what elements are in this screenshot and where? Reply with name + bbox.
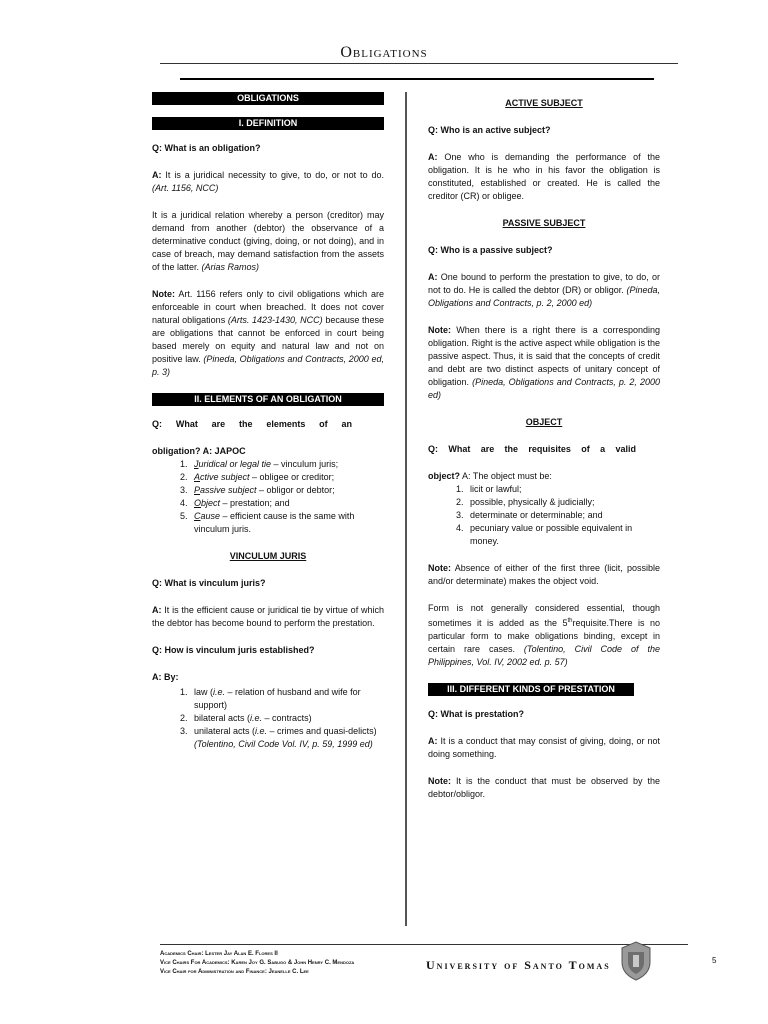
answer-obligation: A: It is a juridical necessity to give, to do, or not to do. (Art. 1156, NCC) xyxy=(152,170,384,193)
list-item: 1. licit or lawful; xyxy=(466,483,660,496)
list-item: 2. possible, physically & judicially; xyxy=(466,496,660,509)
list-item: 4. pecuniary value or possible equivalent in money. xyxy=(466,522,660,548)
footer-line-1: Academics Chair: Lester Jay Alan E. Flores II xyxy=(160,951,278,957)
form-paragraph: Form is not generally considered essential, though sometimes it is added as the 5threquisite.There is no particular form to make obligations binding, except in certain rare cases. (Tolentino, Civil Code of the Philippines, Vol. IV, 2002 ed. p. 57) xyxy=(428,603,660,667)
question-elements-cont: obligation? A: JAPOC xyxy=(152,446,246,456)
sources-list xyxy=(152,686,384,751)
requisites-list xyxy=(428,483,660,548)
note-object-void: Note: Absence of either of the first three (licit, possible and/or determinate) makes the object void. xyxy=(428,563,660,586)
question-vinculum: Q: What is vinculum juris? xyxy=(152,578,266,588)
section-bar-definition: I. DEFINITION xyxy=(152,117,384,130)
list-item: 2. Active subject – obligee or creditor; xyxy=(190,471,384,484)
list-item: 2. bilateral acts (i.e. – contracts) xyxy=(190,712,384,725)
university-seal-icon xyxy=(616,940,656,982)
footer-credits xyxy=(160,950,354,977)
left-column xyxy=(152,92,384,765)
answer-active-subject: A: One who is demanding the performance of the obligation. It is he who in his favor the obligation is constituted, established or created. He is called the creditor (CR) or obligee. xyxy=(428,152,660,201)
footer-university: University of Santo Tomas xyxy=(426,958,611,972)
list-item: 3. determinate or determinable; and xyxy=(466,509,660,522)
note-civil-obligations: Note: Art. 1156 refers only to civil obligations which are enforceable in court when breached. It does not cover natural obligations (Arts. 1423-1430, NCC) because these are obligations that cannot be enforced in court being based merely on equity and natural law and not on positive law. (Pineda, Obligations and Contracts, 2000 ed, p. 3) xyxy=(152,289,384,377)
list-item: 4. Object – prestation; and xyxy=(190,497,384,510)
list-item: 3. unilateral acts (i.e. – crimes and quasi-delicts)(Tolentino, Civil Code Vol. IV, p. 59, 1999 ed) xyxy=(190,725,384,751)
column-separator xyxy=(405,92,407,926)
elements-list xyxy=(152,458,384,536)
answer-passive-subject: A: One bound to perform the prestation to give, to do, or not to do. He is called the debtor (DR) or obligor. (Pineda, Obligations and Contracts, p. 2, 2000 ed) xyxy=(428,272,660,308)
heading-active-subject: ACTIVE SUBJECT xyxy=(505,98,583,108)
list-item: 1. law (i.e. – relation of husband and wife for support) xyxy=(190,686,384,712)
page-title: Obligations xyxy=(340,44,428,61)
question-prestation: Q: What is prestation? xyxy=(428,709,525,719)
note-right-obligation: Note: When there is a right there is a corresponding obligation. Right is the active aspect while obligation is the passive aspect. Thus, it is said that the concepts of credit and debt are two distinct aspects of unitary concept of obligation. (Pineda, Obligations and Contracts, p. 2, 2000 ed) xyxy=(428,325,660,400)
answer-by-label: A: By: xyxy=(152,672,179,682)
list-item: 1. Juridical or legal tie – vinculum juris; xyxy=(190,458,384,471)
question-obligation: Q: What is an obligation? xyxy=(152,143,261,153)
section-bar-elements: II. ELEMENTS OF AN OBLIGATION xyxy=(152,393,384,406)
heading-vinculum-juris: VINCULUM JURIS xyxy=(229,551,307,561)
definition-paragraph: It is a juridical relation whereby a person (creditor) may demand from another (debtor) the observance of a determinative conduct (giving, doing, or not doing), and in case of breach, may demand satisfaction from the assets of the latter. (Arias Ramos) xyxy=(152,210,384,272)
footer-line-3: Vice Chair for Administration and Finance: Jeanelle C. Lee xyxy=(160,969,309,975)
header-rule-thin xyxy=(160,63,678,64)
question-vinculum-established: Q: How is vinculum juris established? xyxy=(152,645,315,655)
page-number: 5 xyxy=(712,956,717,965)
right-column xyxy=(428,97,660,815)
heading-passive-subject: PASSIVE SUBJECT xyxy=(502,218,586,228)
list-item: 5. Cause – efficient cause is the same with vinculum juris. xyxy=(190,510,384,536)
footer-line-2: Vice Chairs For Academics: Karen Joy G. Sabugo & John Henry C. Mendoza xyxy=(160,960,355,966)
answer-vinculum: A: It is the efficient cause or juridical tie by virtue of which the debtor has become bound to perform the prestation. xyxy=(152,605,384,628)
question-passive-subject: Q: Who is a passive subject? xyxy=(428,245,553,255)
question-object-requisites: Q: What are the requisites of a valid xyxy=(428,444,636,454)
question-elements: Q: What are the elements of an xyxy=(152,419,352,429)
header-rule-thick xyxy=(180,78,654,80)
list-item: 3. Passive subject – obligor or debtor; xyxy=(190,484,384,497)
answer-object: object? A: The object must be: xyxy=(428,471,552,481)
section-bar-prestation: III. DIFFERENT KINDS OF PRESTATION xyxy=(428,683,634,696)
section-bar-obligations: OBLIGATIONS xyxy=(152,92,384,105)
answer-prestation: A: It is a conduct that may consist of giving, doing, or not doing something. xyxy=(428,736,660,759)
note-prestation: Note: It is the conduct that must be observed by the debtor/obligor. xyxy=(428,776,660,799)
question-active-subject: Q: Who is an active subject? xyxy=(428,125,551,135)
heading-object: OBJECT xyxy=(525,417,563,427)
footer-rule xyxy=(160,944,688,945)
